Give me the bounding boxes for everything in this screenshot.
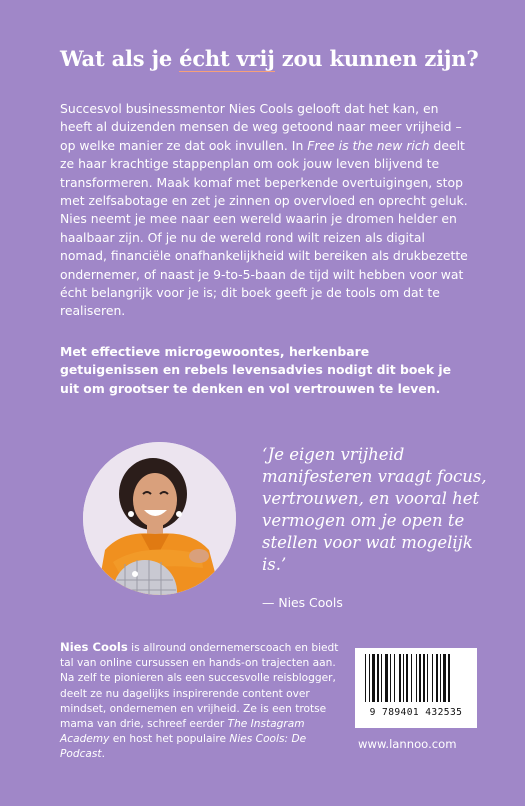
intro-text: [60, 100, 470, 321]
publisher-website: www.lannoo.com: [358, 737, 457, 751]
author-portrait-icon: [83, 442, 236, 595]
barcode-bars-icon: [363, 654, 469, 704]
headline: [60, 46, 480, 71]
author-name: Nies Cools: [60, 640, 128, 654]
author-photo: [83, 442, 236, 595]
headline-underlined: écht vrij: [179, 46, 275, 71]
bold-paragraph: Met effectieve microgewoontes, herkenbare getuigenissen en rebels levensadvies nodigt dit boek je uit om grootser te denken en vol vertrouwen te leven.: [60, 344, 452, 396]
bio-part-2: en host het populaire: [109, 733, 230, 746]
intro-paragraph-1: [60, 100, 470, 210]
bio-part-1: is allround ondernemerscoach en biedt tal van online cursussen en hands-on trajecten aan. Na zelf te pionieren als een succesvolle reisblogger, deelt ze nu dagelijks inspirerende content over mindset, ondernemen en vrijheid. Ze is een trotse mama van drie, schreef eerder: [60, 642, 339, 731]
isbn-number: 9 789401 432535: [369, 707, 463, 718]
intro-p1-end: deelt ze haar krachtige stappenplan om ook jouw leven blijvend te transformeren. Maak komaf met beperkende overtuigingen, stop met zelfsabotage en zet je zinnen op overvloed en oprecht geluk.: [60, 137, 468, 209]
bio-book-title: The Instagram Academy: [60, 718, 305, 746]
book-title: Free is the new rich: [307, 137, 430, 153]
quote-text: ‘Je eigen vrijheid manifesteren vraagt focus, vertrouwen, en vooral het vermogen om je open te stellen voor wat mogelijk is.’: [262, 445, 487, 574]
isbn-barcode: [355, 648, 477, 728]
intro-p1-start: Succesvol businessmentor Nies Cools gelooft dat het kan, en heeft al duizenden mensen de weg getoond naar meer vrijheid – op welke manier ze dat ook invullen. In: [60, 101, 462, 153]
bio-part-3: .: [101, 748, 105, 761]
intro-paragraph-2: Nies neemt je mee naar een wereld waarin je dromen helder en haalbaar zijn. Of je nu de wereld rond wilt reizen als digital nomad, financiële onafhankelijkheid wilt bereiken als drukbezette ondernemer, of naast je 9-to-5-baan de tijd wilt hebben voor wat écht belangrijk voor je is; dit boek geeft je de tools om dat te realiseren.: [60, 211, 468, 319]
author-bio: [60, 640, 350, 763]
headline-after: zou kunnen zijn?: [274, 46, 479, 71]
quote-attribution: — Nies Cools: [262, 595, 343, 610]
headline-before: Wat als je: [60, 46, 180, 71]
bio-podcast-title: Nies Cools: De Podcast: [60, 733, 307, 761]
